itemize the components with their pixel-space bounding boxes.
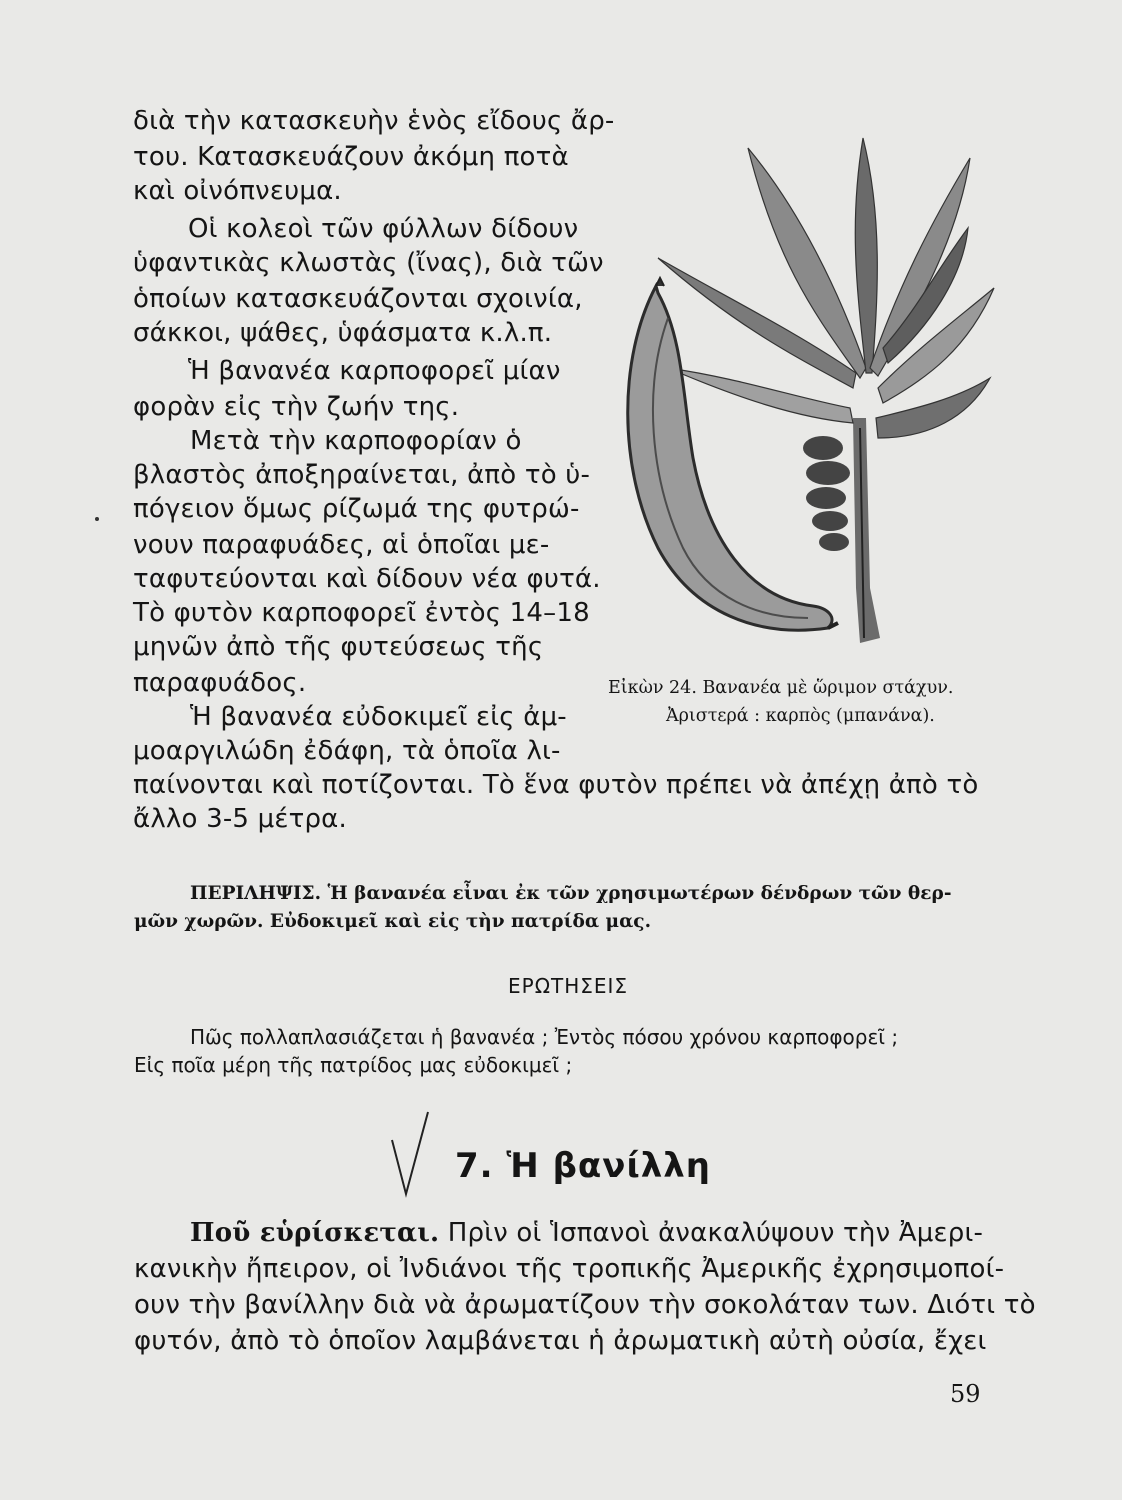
text-line: διὰ τὴν κατασκευὴν ἑνὸς εἴδους ἄρ- (133, 106, 615, 136)
section-lead: Ποῦ εὑρίσκεται. (190, 1218, 440, 1248)
text-line: φορὰν εἰς τὴν ζωήν της. (133, 392, 460, 422)
text-line: του. Κατασκευάζουν ἀκόμη ποτὰ (133, 142, 569, 172)
text-line: πόγειον ὅμως ρίζωμά της φυτρώ- (133, 494, 580, 524)
text-line: Οἱ κολεοὶ τῶν φύλλων δίδουν (188, 214, 579, 244)
text-line: Ἡ βανανέα καρποφορεῖ μίαν (188, 356, 561, 386)
text-line: μοαργιλώδη ἐδάφη, τὰ ὁποῖα λι- (133, 736, 561, 766)
text-line: ὑφαντικὰς κλωστὰς (ἴνας), διὰ τῶν (133, 248, 604, 278)
margin-dot (95, 517, 99, 521)
page-number: 59 (950, 1380, 981, 1408)
section-line4: φυτόν, ἀπὸ τὸ ὁποῖον λαμβάνεται ἡ ἀρωματικὴ αὐτὴ οὐσία, ἔχει (134, 1326, 987, 1356)
text-line: Μετὰ τὴν καρποφορίαν ὁ (190, 426, 522, 456)
question-line1: Πῶς πολλαπλασιάζεται ἡ βανανέα ; Ἐντὸς πόσου χρόνου καρποφορεῖ ; (190, 1025, 899, 1049)
text-line: Τὸ φυτὸν καρποφορεῖ ἐντὸς 14–18 (133, 598, 590, 628)
question-line2: Εἰς ποῖα μέρη τῆς πατρίδος μας εὐδοκιμεῖ ; (134, 1053, 573, 1077)
banana-plant-illustration (598, 118, 998, 678)
text-line: ἄλλο 3-5 μέτρα. (133, 804, 347, 834)
check-mark-icon (388, 1110, 438, 1200)
summary-text: Ἡ βανανέα εἶναι ἐκ τῶν χρησιμωτέρων δένδρων τῶν θερ- (321, 883, 952, 904)
text-line: παραφυάδος. (133, 668, 307, 698)
text-line: σάκκοι, ψάθες, ὑφάσματα κ.λ.π. (133, 318, 553, 348)
section-line3: ουν τὴν βανίλλην διὰ νὰ ἀρωματίζουν τὴν σοκολάταν των. Διότι τὸ (134, 1290, 1036, 1320)
section-line2: κανικὴν ἤπειρον, οἱ Ἰνδιάνοι τῆς τροπικῆς Ἀμερικῆς ἐχρησιμοποί- (134, 1254, 1005, 1284)
summary-line2: μῶν χωρῶν. Εὐδοκιμεῖ καὶ εἰς τὴν πατρίδα μας. (134, 911, 652, 932)
summary-line1 (190, 880, 952, 908)
figure-caption-line1: Εἰκὼν 24. Βανανέα μὲ ὥριμον στάχυν. (608, 678, 954, 698)
text-line: Ἡ βανανέα εὐδοκιμεῖ εἰς ἀμ- (190, 702, 567, 732)
questions-title: ΕΡΩΤΗΣΕΙΣ (508, 974, 629, 998)
figure-caption-line2: Ἀριστερά : καρπὸς (μπανάνα). (666, 706, 935, 726)
text-line: μηνῶν ἀπὸ τῆς φυτεύσεως τῆς (133, 632, 544, 662)
summary-label: ΠΕΡΙΛΗΨΙΣ. (190, 883, 322, 904)
text-line: παίνονται καὶ ποτίζονται. Τὸ ἕνα φυτὸν πρέπει νὰ ἀπέχῃ ἀπὸ τὸ (133, 770, 979, 800)
text-line: βλαστὸς ἀποξηραίνεται, ἀπὸ τὸ ὑ- (133, 460, 591, 490)
section-text: Πρὶν οἱ Ἱσπανοὶ ἀνακαλύψουν τὴν Ἀμερι- (439, 1218, 984, 1248)
section-line1 (190, 1216, 983, 1250)
text-line: καὶ οἰνόπνευμα. (133, 176, 342, 206)
text-line: ὁποίων κατασκευάζονται σχοινία, (133, 284, 583, 314)
text-line: νουν παραφυάδες, αἱ ὁποῖαι με- (133, 530, 550, 560)
section-heading: 7. Ἡ βανίλλη (455, 1146, 711, 1186)
text-line: ταφυτεύονται καὶ δίδουν νέα φυτά. (133, 564, 601, 594)
